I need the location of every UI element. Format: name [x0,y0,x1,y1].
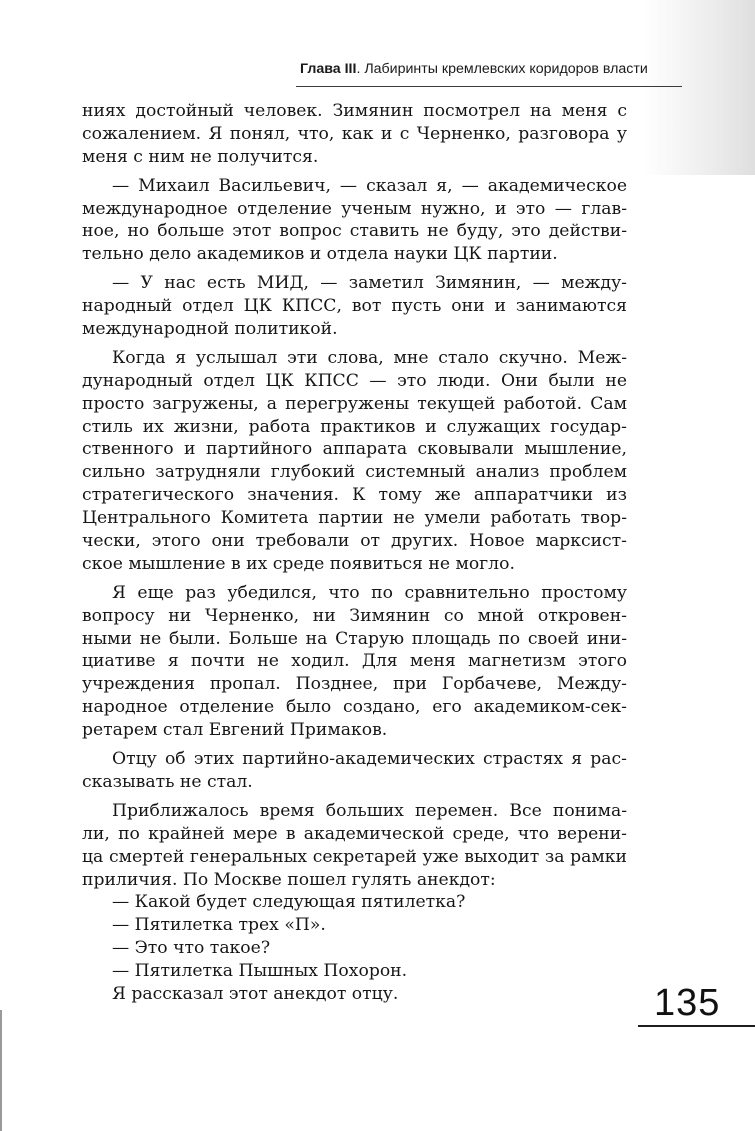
text-line: Приближалось время больших перемен. Все понима- [112,800,627,821]
body-text [82,100,627,1006]
scan-edge-shadow [643,0,755,175]
chapter-label: Глава III [300,61,357,77]
text-line: народный отдел ЦК КПСС, вот пусть они и занимаются [82,296,627,317]
text-line: международной политикой. [82,319,338,340]
text-line: просто загружены, а перегружены текущей работой. Сам [82,393,627,414]
text-line: меня с ним не получится. [82,146,319,167]
text-line: — Это что такое? [112,938,271,959]
text-line: учреждения пропал. Позднее, при Горбачеве, Между- [82,674,627,695]
text-line: циативе я почти не ходил. Для меня магнетизм этого [82,651,627,672]
text-line: Центрального Комитета партии не умели работать твор- [82,508,627,529]
text-line: ными не были. Больше на Старую площадь по своей ини- [82,628,627,649]
text-line: ли, по крайней мере в академической среде, что верени- [82,823,627,844]
text-line: вопросу ни Черненко, ни Зимянин со мной откровен- [82,605,627,626]
text-line: стиль их жизни, работа практиков и служащих государ- [82,416,627,437]
text-line: ственного и партийного аппарата сковывали мышление, [82,439,627,460]
text-line: Я рассказал этот анекдот отцу. [112,983,399,1004]
text-line: ниях достойный человек. Зимянин посмотрел на меня с [82,101,627,121]
text-line: Я еще раз убедился, что по сравнительно простому [112,582,627,603]
text-line: сказывать не стал. [82,771,253,792]
text-line: — Пятилетка трех «П». [112,915,326,936]
text-line: — Пятилетка Пышных Похорон. [112,961,408,982]
text-line: сильно затрудняли глубокий системный анализ проблем [82,462,627,483]
text-line: — У нас есть МИД, — заметил Зимянин, — между- [112,273,627,294]
text-line: Когда я услышал эти слова, мне стало скучно. Меж- [112,347,627,368]
text-line: ское мышление в их среде появиться не могло. [82,553,515,574]
chapter-title: . Лабиринты кремлевских коридоров власти [356,61,648,77]
text-line: — Какой будет следующая пятилетка? [112,892,466,913]
text-line: дународный отдел ЦК КПСС — это люди. Они были не [82,370,627,391]
text-line: стратегического значения. К тому же аппаратчики из [82,485,627,506]
text-line: ное, но больше этот вопрос ставить не буду, это действи- [82,221,627,242]
text-line: ретарем стал Евгений Примаков. [82,720,388,741]
running-header [300,61,648,77]
header-rule [296,86,682,87]
text-line: чески, этого они требовали от других. Новое марксист- [82,531,627,552]
text-line: — Михаил Васильевич, — сказал я, — академическое [112,175,627,196]
page-number-rule [638,1025,755,1027]
text-line: сожалением. Я понял, что, как и с Черненко, разговора у [82,123,627,144]
text-line: народное отделение было создано, его академиком-сек- [82,697,627,718]
page-number: 135 [654,982,721,1024]
scan-left-edge [0,1010,2,1131]
text-line: ца смертей генеральных секретарей уже выходит за рамки [82,846,627,867]
text-line: приличия. По Москве пошел гулять анекдот: [82,869,496,890]
text-line: Отцу об этих партийно-академических страстях я рас- [112,749,627,770]
text-line: международное отделение ученым нужно, и это — глав- [82,198,627,219]
text-line: тельно дело академиков и отдела науки ЦК партии. [82,244,558,265]
